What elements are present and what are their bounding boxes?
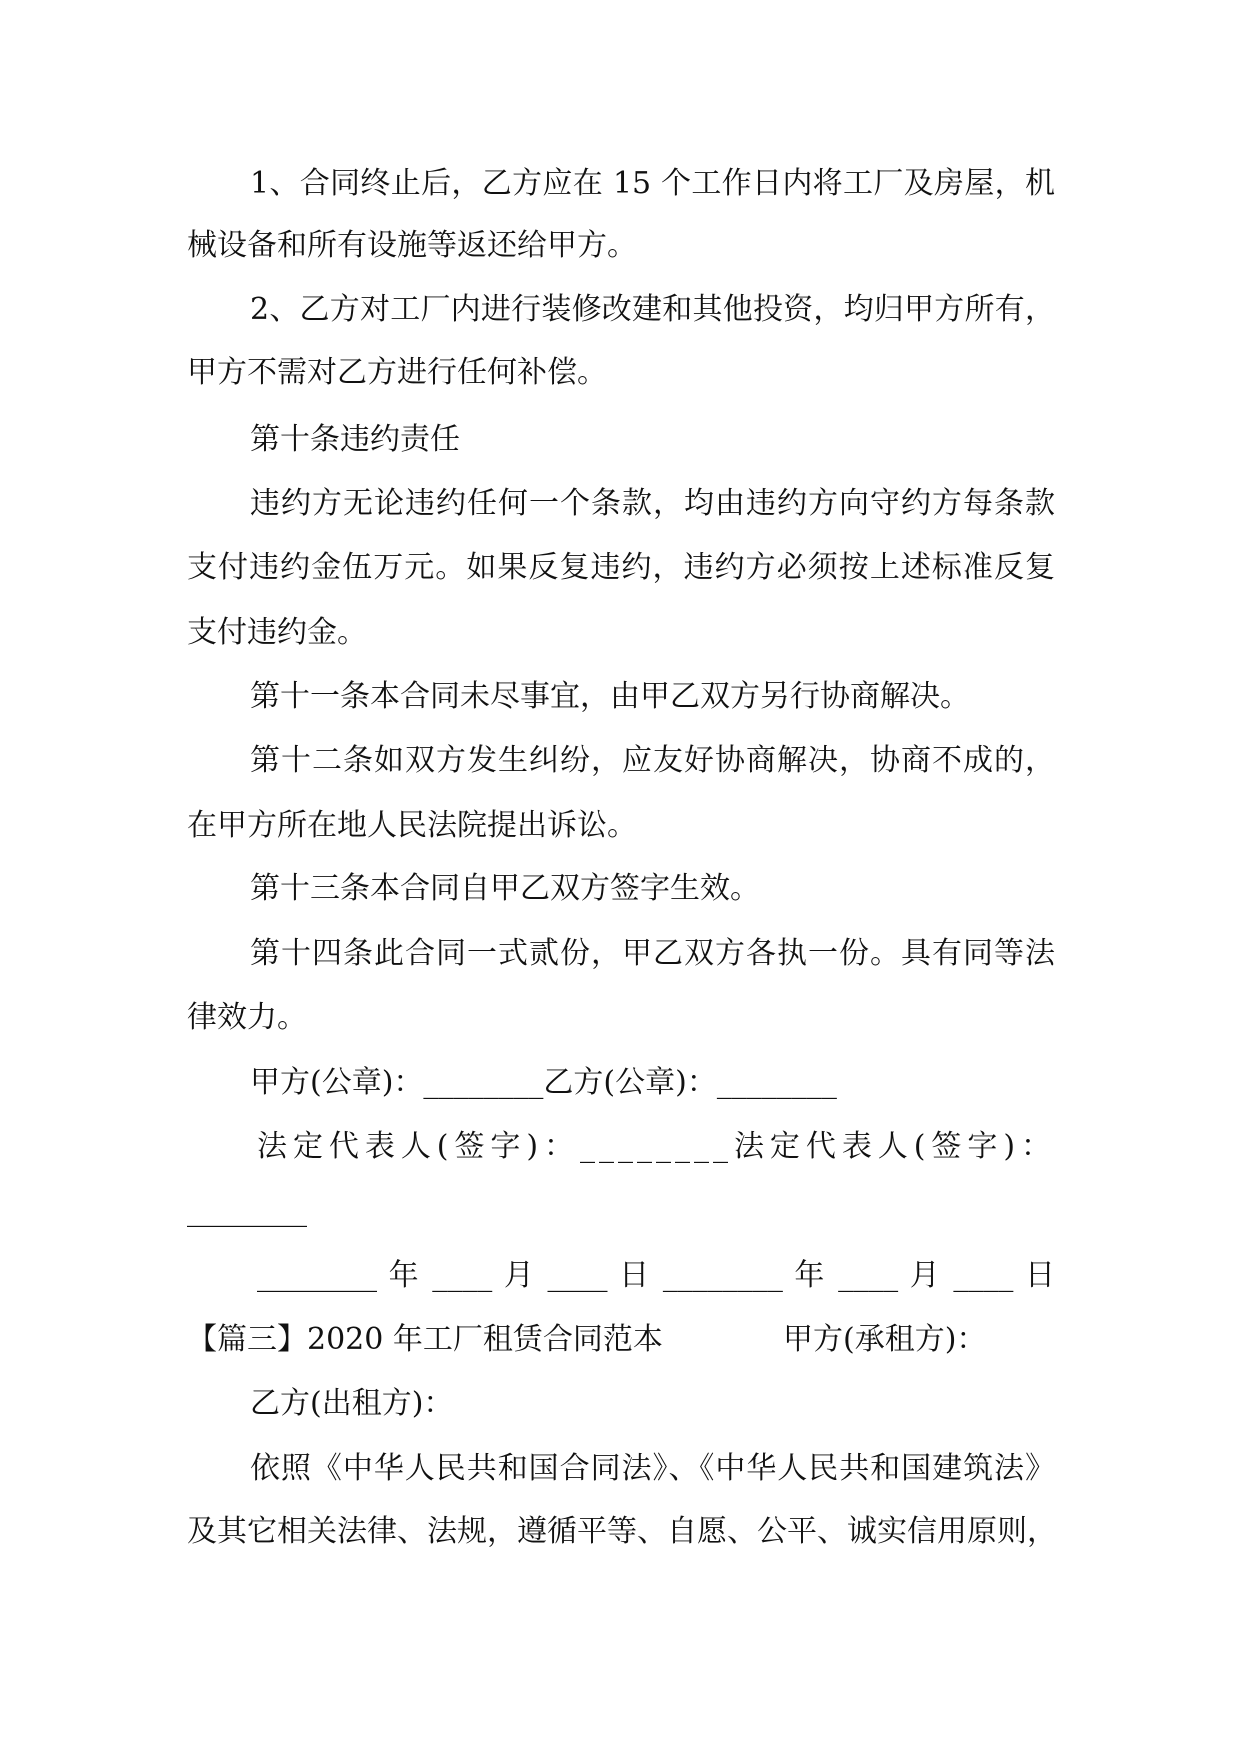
article-14-line-2: 律效力。 [187,1000,307,1035]
article-12-line-1: 第十二条如双方发生纠纷，应友好协商解决，协商不成的， [250,743,1055,778]
intro-line-1: 依照《中华人民共和国合同法》、《中华人民共和国建筑法》 [250,1451,1055,1486]
article-10-heading: 第十条违约责任 [250,422,460,457]
intro-line-2: 及其它相关法律、法规，遵循平等、自愿、公平、诚实信用原则， [187,1514,1057,1549]
date-line: ________ 年 ____ 月 ____ 日 ________ 年 ____ 月 ____ 日 [257,1258,1055,1293]
party-a-label: 甲方(承租方)： [783,1322,987,1357]
representative-signature-line: 法定代表人(签字)：________法定代表人(签字)： [257,1129,1055,1164]
clause-1-line-1: 1、合同终止后，乙方应在 15 个工作日内将工厂及房屋，机 [250,166,1055,201]
seal-signature-line: 甲方(公章)：________乙方(公章)：________ [250,1065,837,1100]
clause-1-line-2: 械设备和所有设施等返还给甲方。 [187,228,637,263]
representative-blank-line: ________ [187,1193,307,1228]
article-11: 第十一条本合同未尽事宜，由甲乙双方另行协商解决。 [250,679,970,714]
part-three-heading: 【篇三】2020 年工厂租赁合同范本 [187,1322,663,1357]
clause-2-line-2: 甲方不需对乙方进行任何补偿。 [187,355,607,390]
article-13: 第十三条本合同自甲乙双方签字生效。 [250,871,760,906]
article-14-line-1: 第十四条此合同一式贰份，甲乙双方各执一份。具有同等法 [250,936,1055,971]
article-12-line-2: 在甲方所在地人民法院提出诉讼。 [187,808,637,843]
breach-line-2: 支付违约金伍万元。如果反复违约，违约方必须按上述标准反复 [187,550,1055,585]
breach-line-3: 支付违约金。 [187,615,367,650]
breach-line-1: 违约方无论违约任何一个条款，均由违约方向守约方每条款 [250,486,1055,521]
party-b-label: 乙方(出租方)： [250,1386,454,1421]
clause-2-line-1: 2、乙方对工厂内进行装修改建和其他投资，均归甲方所有， [250,292,1055,327]
